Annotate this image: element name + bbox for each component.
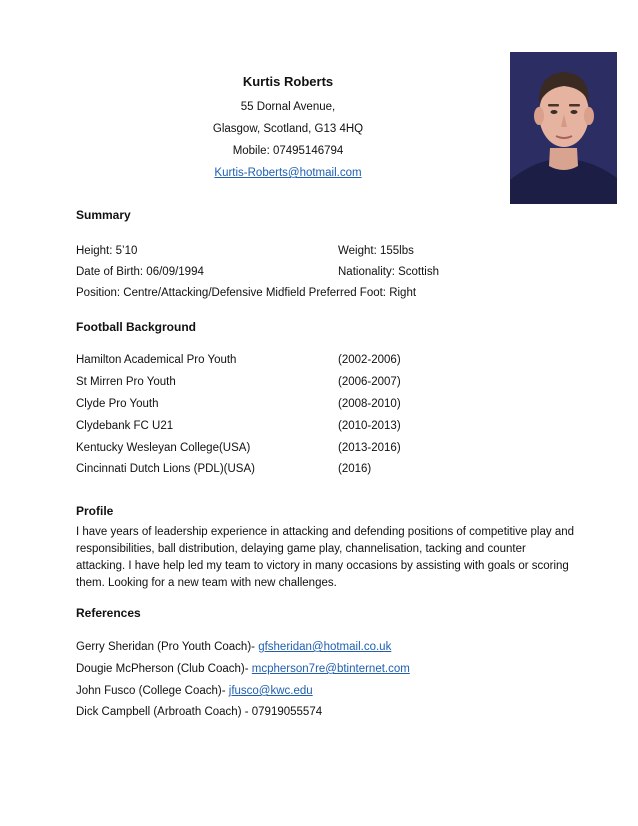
club-name: Clyde Pro Youth: [76, 398, 159, 410]
club-years: (2013-2016): [338, 442, 401, 454]
position-field: Position: Centre/Attacking/Defensive Midfield Preferred Foot: Right: [76, 287, 417, 299]
reference-item: [76, 641, 391, 653]
height-field: Height: 5’10: [76, 245, 138, 257]
reference-item: [76, 663, 410, 675]
reference-email-link[interactable]: mcpherson7re@btinternet.com: [251, 663, 410, 675]
club-years: (2010-2013): [338, 420, 401, 432]
football-background-heading: Football Background: [76, 320, 196, 334]
club-years: (2006-2007): [338, 376, 401, 388]
club-years: (2008-2010): [338, 398, 401, 410]
profile-photo: [510, 52, 617, 204]
reference-email-link[interactable]: jfusco@kwc.edu: [228, 685, 313, 697]
portrait-illustration: [510, 52, 617, 204]
reference-text: John Fusco (College Coach)-: [76, 685, 229, 697]
applicant-name: Kurtis Roberts: [242, 74, 334, 89]
reference-text: Dougie McPherson (Club Coach)-: [76, 663, 252, 675]
club-name: Hamilton Academical Pro Youth: [76, 354, 237, 366]
club-years: (2016): [338, 463, 372, 475]
nationality-field: Nationality: Scottish: [338, 266, 439, 278]
weight-field: Weight: 155lbs: [338, 245, 414, 257]
address-line-2: Glasgow, Scotland, G13 4HQ: [212, 123, 364, 135]
reference-text: Gerry Sheridan (Pro Youth Coach)-: [76, 641, 259, 653]
address-line-1: 55 Dornal Avenue,: [240, 101, 336, 113]
club-name: Cincinnati Dutch Lions (PDL)(USA): [76, 463, 255, 475]
club-name: St Mirren Pro Youth: [76, 376, 176, 388]
references-heading: References: [76, 606, 141, 620]
club-name: Kentucky Wesleyan College(USA): [76, 442, 251, 454]
reference-item: [76, 706, 322, 718]
dob-field: Date of Birth: 06/09/1994: [76, 266, 204, 278]
reference-text: Dick Campbell (Arbroath Coach) - 07919055574: [76, 706, 323, 718]
reference-email-link[interactable]: gfsheridan@hotmail.co.uk: [258, 641, 392, 653]
mobile-number: Mobile: 07495146794: [232, 145, 344, 157]
email-link[interactable]: Kurtis-Roberts@hotmail.com: [214, 167, 362, 179]
profile-text: I have years of leadership experience in attacking and defending positions of competitive play and responsibilities, ball distribution, delaying game play, channelisation, tacking and counter attacking. I have help led my team to victory in many occasions by assisting with goals or scoring them. Looking for a new team with new challenges.: [76, 526, 575, 589]
summary-heading: Summary: [76, 208, 131, 222]
reference-item: [76, 685, 313, 697]
club-name: Clydebank FC U21: [76, 420, 174, 432]
profile-heading: Profile: [76, 504, 114, 518]
club-years: (2002-2006): [338, 354, 401, 366]
